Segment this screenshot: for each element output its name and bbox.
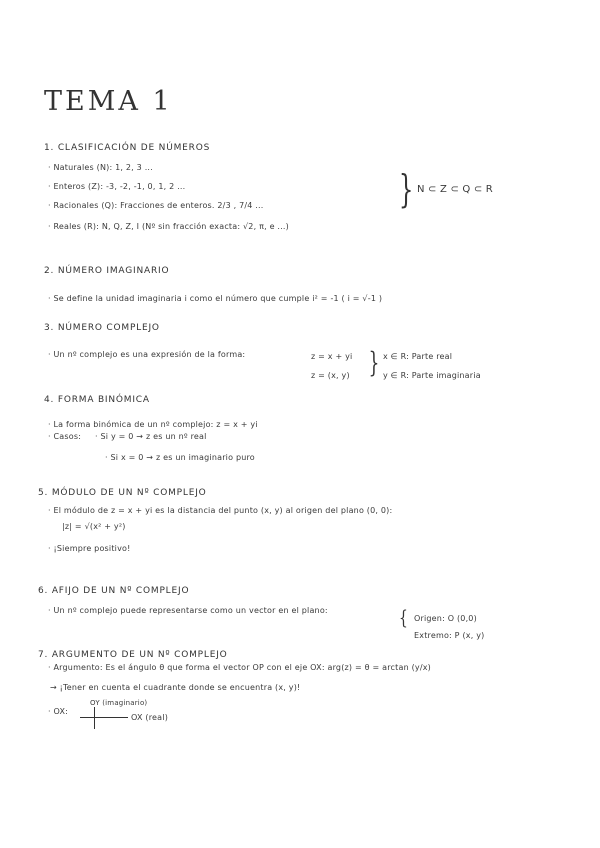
page-title: TEMA 1 (44, 86, 173, 117)
s4-case-real: · Si y = 0 → z es un nº real (95, 432, 207, 441)
s5-note: · ¡Siempre positivo! (48, 544, 131, 553)
s4-text: · La forma binómica de un nº complejo: z = x + yi (48, 420, 258, 429)
section-2-heading: 2. NÚMERO IMAGINARIO (44, 266, 170, 276)
s7-ox-axis-label: OX (real) (131, 713, 169, 722)
s4-case-imaginario: · Si x = 0 → z es un imaginario puro (105, 453, 255, 462)
s7-ox-axis (80, 717, 128, 718)
section-3-heading: 3. NÚMERO COMPLEJO (44, 323, 160, 333)
s3-text: · Un nº complejo es una expresión de la forma: (48, 350, 245, 359)
s1-inclusion: N ⊂ Z ⊂ Q ⊂ R (417, 184, 493, 195)
s3-form-pair: z = (x, y) (311, 371, 350, 380)
s1-item-reales: · Reales (R): N, Q, Z, I (Nº sin fracción exacta: √2, π, e ...) (48, 222, 289, 231)
s6-text: · Un nº complejo puede representarse como un vector en el plano: (48, 606, 328, 615)
section-5-heading: 5. MÓDULO DE UN Nº COMPLEJO (38, 488, 207, 498)
s2-text: · Se define la unidad imaginaria i como el número que cumple i² = -1 ( i = √-1 ) (48, 294, 382, 303)
s3-part-real: x ∈ R: Parte real (383, 352, 453, 361)
s6-part-extremo: Extremo: P (x, y) (414, 631, 485, 640)
s7-note: → ¡Tener en cuenta el cuadrante donde se encuentra (x, y)! (50, 683, 301, 692)
section-7-heading: 7. ARGUMENTO DE UN Nº COMPLEJO (38, 650, 228, 660)
s3-part-imaginaria: y ∈ R: Parte imaginaria (383, 371, 481, 380)
section-4-heading: 4. FORMA BINÓMICA (44, 395, 150, 405)
s1-item-naturales: · Naturales (N): 1, 2, 3 ... (48, 163, 153, 172)
s7-oy-axis-label: OY (imaginario) (90, 699, 148, 707)
section-1-brace: } (398, 167, 414, 211)
section-3-brace: } (368, 346, 380, 379)
s6-part-origen: Origen: O (0,0) (414, 614, 477, 623)
s4-cases-label: · Casos: (48, 432, 81, 441)
s7-oy-axis (94, 707, 95, 729)
section-1-heading: 1. CLASIFICACIÓN DE NÚMEROS (44, 143, 211, 153)
s1-item-enteros: · Enteros (Z): -3, -2, -1, 0, 1, 2 ... (48, 182, 185, 191)
s3-form-binomial: z = x + yi (311, 352, 353, 361)
s7-ox-label: · OX: (48, 707, 68, 716)
s1-item-racionales: · Racionales (Q): Fracciones de enteros. 2/3 , 7/4 ... (48, 201, 264, 210)
s5-text: · El módulo de z = x + yi es la distancia del punto (x, y) al origen del plano (0, 0): (48, 506, 392, 515)
s5-formula: |z| = √(x² + y²) (62, 522, 126, 531)
section-6-heading: 6. AFIJO DE UN Nº COMPLEJO (38, 586, 190, 596)
s7-text: · Argumento: Es el ángulo θ que forma el vector OP con el eje OX: arg(z) = θ = arctan (y/x) (48, 663, 431, 672)
section-6-brace: } (398, 608, 408, 632)
